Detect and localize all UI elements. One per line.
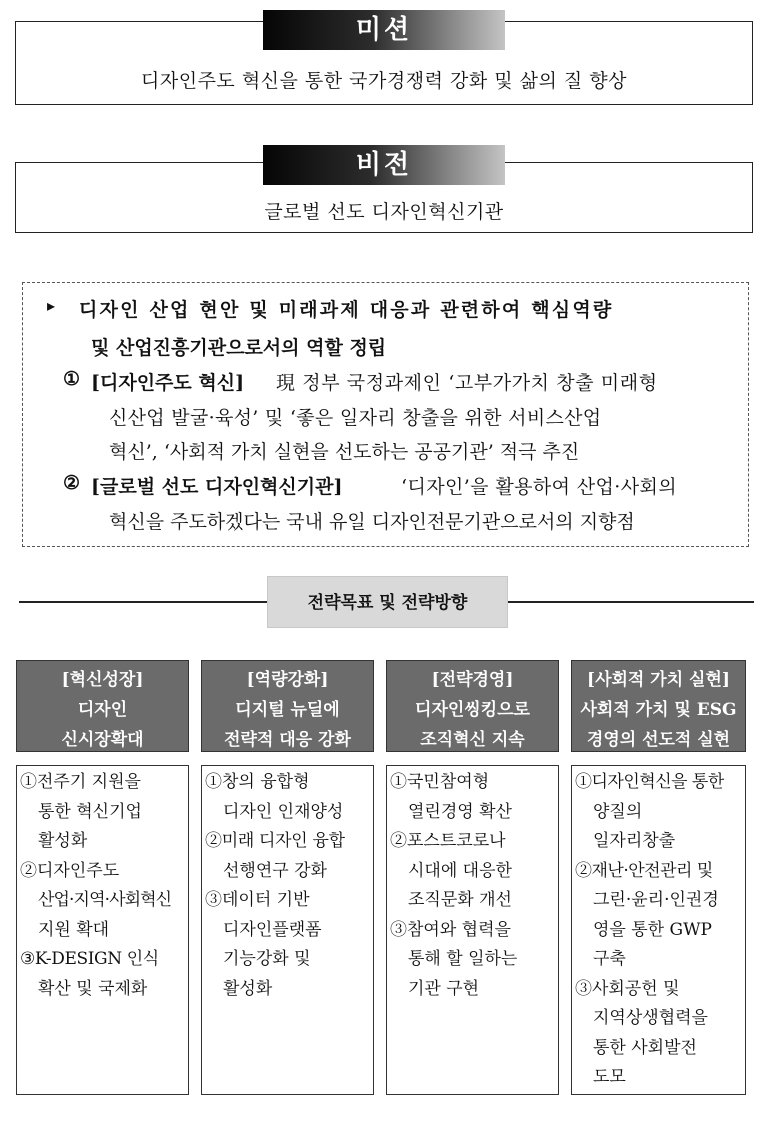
list-item: 영을 통한 GWP bbox=[593, 919, 712, 940]
list-item: ①전주기 지원을 bbox=[20, 772, 141, 792]
goal-strategic-management-details bbox=[386, 765, 559, 1095]
list-item: 지원 확대 bbox=[38, 919, 110, 940]
list-item: 통해 할 일하는 bbox=[408, 949, 518, 969]
list-item: ②디자인주도 bbox=[20, 860, 120, 881]
goal-innovation-growth: [혁신성장] 디자인 신시장확대 bbox=[16, 660, 189, 752]
list-item: ②미래 디자인 융합 bbox=[205, 831, 345, 851]
list-item: 디자인 인재양성 bbox=[223, 801, 344, 822]
goal-capability-details bbox=[201, 765, 374, 1095]
list-item: ③사회공헌 및 bbox=[575, 978, 680, 999]
vision-title: 비전 bbox=[263, 145, 505, 185]
list-item: 활성화 bbox=[223, 978, 273, 999]
list-item: ③참여와 협력을 bbox=[390, 919, 511, 940]
list-item: 디자인플랫폼 bbox=[223, 919, 322, 940]
list-item: 그린·윤리·인권경 bbox=[593, 890, 719, 910]
list-item: ②재난·안전관리 및 bbox=[575, 860, 713, 881]
goal-social-value: [사회적 가치 실현] 사회적 가치 및 ESG 경영의 선도적 실현 bbox=[571, 660, 746, 752]
list-item: ③데이터 기반 bbox=[205, 890, 310, 910]
strategy-divider-right bbox=[508, 601, 754, 603]
bullet-icon: ▸ bbox=[47, 296, 56, 315]
detail-heading-line1: 디자인 산업 현안 및 미래과제 대응과 관련하여 핵심역량 bbox=[79, 299, 614, 321]
strategy-divider-left bbox=[19, 601, 267, 603]
list-item: 선행연구 강화 bbox=[223, 860, 327, 881]
list-item: 기관 구현 bbox=[408, 978, 480, 999]
item1-line2: 신산업 발굴·육성’ 및 ‘좋은 일자리 창출을 위한 서비스산업 bbox=[109, 407, 602, 429]
list-item: 통한 혁신기업 bbox=[38, 801, 142, 822]
mission-text: 디자인주도 혁신을 통한 국가경쟁력 강화 및 삶의 질 향상 bbox=[141, 70, 627, 92]
goal-innovation-growth-details bbox=[16, 765, 189, 1095]
list-item: 통한 사회발전 bbox=[593, 1037, 697, 1058]
goal-capability: [역량강화] 디지털 뉴딜에 전략적 대응 강화 bbox=[201, 660, 374, 752]
list-item: ②포스트코로나 bbox=[390, 831, 506, 851]
list-item: 시대에 대응한 bbox=[408, 860, 512, 881]
detail-heading-line2: 및 산업진흥기관으로서의 역할 정립 bbox=[91, 337, 387, 359]
item1-label: [디자인주도 혁신] bbox=[91, 372, 245, 394]
list-item: 구축 bbox=[593, 949, 626, 969]
list-item: 열린경영 확산 bbox=[408, 801, 512, 822]
list-item: 확산 및 국제화 bbox=[38, 978, 148, 999]
list-item: 활성화 bbox=[38, 831, 88, 851]
list-item: 지역상생협력을 bbox=[593, 1008, 708, 1028]
list-item: ③K-DESIGN 인식 bbox=[20, 949, 159, 969]
item2-number: ② bbox=[63, 472, 81, 494]
list-item: 도모 bbox=[593, 1067, 626, 1087]
strategy-title: 전략목표 및 전략방향 bbox=[267, 576, 508, 628]
list-item: 양질의 bbox=[593, 801, 643, 822]
goal-strategic-management: [전략경영] 디자인씽킹으로 조직혁신 지속 bbox=[386, 660, 559, 752]
list-item: ①국민참여형 bbox=[390, 772, 490, 792]
list-item: 기능강화 및 bbox=[223, 949, 311, 969]
item2-label: [글로벌 선도 디자인혁신기관] bbox=[91, 476, 343, 498]
vision-text: 글로벌 선도 디자인혁신기관 bbox=[264, 201, 504, 223]
item1-line1: 現 정부 국정과제인 ‘고부가가치 창출 미래형 bbox=[276, 372, 658, 394]
goal-social-value-details bbox=[571, 765, 746, 1095]
list-item: ①창의 융합형 bbox=[205, 772, 310, 792]
list-item: 조직문화 개선 bbox=[408, 890, 512, 910]
item2-line2: 혁신을 주도하겠다는 국내 유일 디자인전문기관으로서의 지향점 bbox=[109, 511, 635, 533]
item1-line3: 혁신’, ‘사회적 가치 실현을 선도하는 공공기관’ 적극 추진 bbox=[109, 441, 580, 463]
item2-line1: ‘디자인’을 활용하여 산업·사회의 bbox=[401, 476, 678, 498]
item1-number: ① bbox=[63, 368, 81, 390]
mission-title: 미션 bbox=[263, 10, 505, 50]
list-item: ①디자인혁신을 통한 bbox=[575, 772, 724, 792]
mission-vision-detail bbox=[22, 282, 749, 547]
list-item: 산업·지역·사회혁신 bbox=[38, 890, 172, 910]
list-item: 일자리창출 bbox=[593, 831, 676, 851]
